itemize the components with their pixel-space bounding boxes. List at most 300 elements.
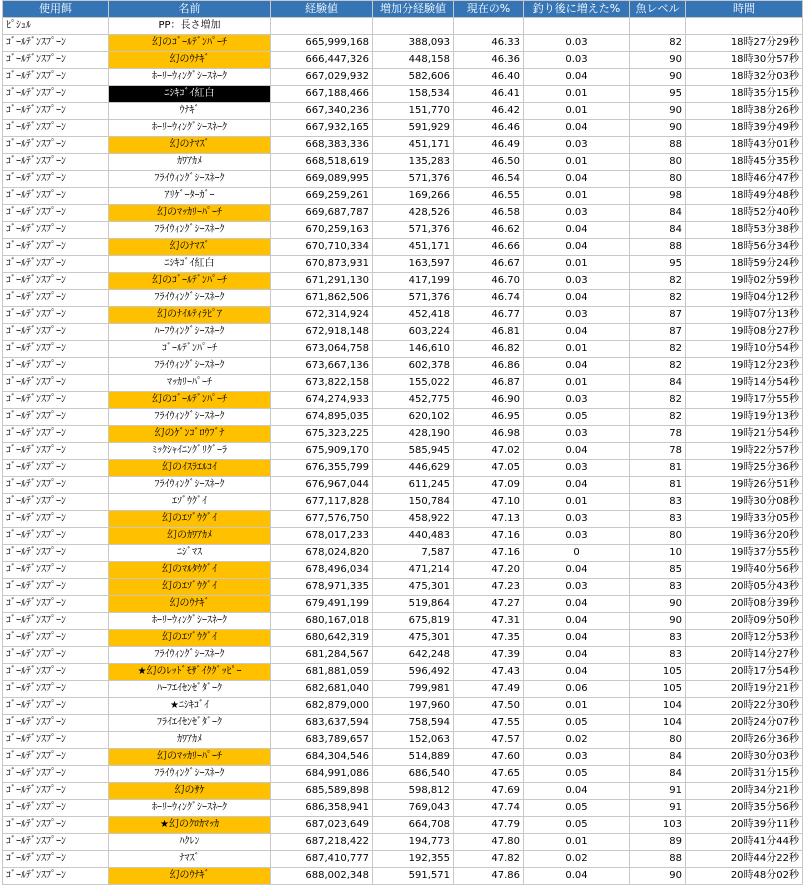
cell-current-pct: 47.50 bbox=[454, 698, 524, 715]
cell-inc-exp: 514,889 bbox=[373, 749, 454, 766]
cell-exp: 684,991,086 bbox=[271, 766, 373, 783]
cell-inc-exp: 428,526 bbox=[373, 205, 454, 222]
cell-name: ﾆｼｷｺﾞｲ紅白 bbox=[109, 256, 271, 273]
cell-name: ﾊｸﾚﾝ bbox=[109, 834, 271, 851]
cell-name: 幻のﾏｯｶﾘｰﾊﾟｰﾁ bbox=[109, 205, 271, 222]
cell-fish-level: 90 bbox=[630, 868, 686, 885]
table-row bbox=[3, 698, 803, 715]
cell-name: 幻のｳﾅｷﾞ bbox=[109, 52, 271, 69]
cell-bait: ﾋﾟｼｭﾙ bbox=[3, 18, 109, 35]
cell-exp: 673,822,158 bbox=[271, 375, 373, 392]
header-current-pct: 現在の% bbox=[454, 1, 524, 18]
cell-gain-pct: 0.04 bbox=[524, 613, 630, 630]
cell-time: 18時53分38秒 bbox=[686, 222, 803, 239]
table-body bbox=[3, 18, 803, 885]
fishing-log-table bbox=[2, 0, 803, 885]
cell-fish-level: 78 bbox=[630, 426, 686, 443]
table-row bbox=[3, 443, 803, 460]
cell-current-pct: 47.31 bbox=[454, 613, 524, 630]
cell-name: ﾎｰﾘｰｳｨﾝｸﾞｼｰｽﾈｰｸ bbox=[109, 800, 271, 817]
cell-bait: ｺﾞｰﾙﾃﾞﾝｽﾌﾟｰﾝ bbox=[3, 171, 109, 188]
table-row bbox=[3, 358, 803, 375]
cell-inc-exp: 451,171 bbox=[373, 239, 454, 256]
cell-inc-exp: 519,864 bbox=[373, 596, 454, 613]
cell-exp: 677,117,828 bbox=[271, 494, 373, 511]
cell-bait: ｺﾞｰﾙﾃﾞﾝｽﾌﾟｰﾝ bbox=[3, 375, 109, 392]
cell-time: 20時22分30秒 bbox=[686, 698, 803, 715]
table-row bbox=[3, 205, 803, 222]
cell-bait: ｺﾞｰﾙﾃﾞﾝｽﾌﾟｰﾝ bbox=[3, 273, 109, 290]
cell-bait: ｺﾞｰﾙﾃﾞﾝｽﾌﾟｰﾝ bbox=[3, 426, 109, 443]
cell-name: ﾎｰﾘｰｳｨﾝｸﾞｼｰｽﾈｰｸ bbox=[109, 69, 271, 86]
cell-current-pct: 46.98 bbox=[454, 426, 524, 443]
cell-bait: ｺﾞｰﾙﾃﾞﾝｽﾌﾟｰﾝ bbox=[3, 834, 109, 851]
cell-current-pct: 47.23 bbox=[454, 579, 524, 596]
cell-name: 幻のﾏｯｶﾘｰﾊﾟｰﾁ bbox=[109, 749, 271, 766]
cell-gain-pct: 0.04 bbox=[524, 324, 630, 341]
cell-bait: ｺﾞｰﾙﾃﾞﾝｽﾌﾟｰﾝ bbox=[3, 817, 109, 834]
cell-name: ﾐｯｸｼｬｲﾆﾝｸﾞﾘｸﾞｰﾗ bbox=[109, 443, 271, 460]
cell-inc-exp: 598,812 bbox=[373, 783, 454, 800]
cell-inc-exp: 446,629 bbox=[373, 460, 454, 477]
cell-gain-pct: 0.06 bbox=[524, 681, 630, 698]
cell-time: 20時09分50秒 bbox=[686, 613, 803, 630]
cell-time: 20時14分27秒 bbox=[686, 647, 803, 664]
cell-exp: 687,410,777 bbox=[271, 851, 373, 868]
cell-gain-pct: 0.04 bbox=[524, 222, 630, 239]
cell-gain-pct: 0.05 bbox=[524, 409, 630, 426]
cell-inc-exp: 591,929 bbox=[373, 120, 454, 137]
cell-fish-level: 82 bbox=[630, 35, 686, 52]
cell-bait: ｺﾞｰﾙﾃﾞﾝｽﾌﾟｰﾝ bbox=[3, 732, 109, 749]
cell-bait: ｺﾞｰﾙﾃﾞﾝｽﾌﾟｰﾝ bbox=[3, 409, 109, 426]
cell-time: 19時17分55秒 bbox=[686, 392, 803, 409]
table-row bbox=[3, 324, 803, 341]
table-row bbox=[3, 528, 803, 545]
cell-name: ﾎｰﾘｰｳｨﾝｸﾞｼｰｽﾈｰｸ bbox=[109, 613, 271, 630]
cell-exp: 668,518,619 bbox=[271, 154, 373, 171]
cell-time: 19時25分36秒 bbox=[686, 460, 803, 477]
table-row bbox=[3, 732, 803, 749]
cell-bait: ｺﾞｰﾙﾃﾞﾝｽﾌﾟｰﾝ bbox=[3, 222, 109, 239]
cell-gain-pct: 0.04 bbox=[524, 783, 630, 800]
cell-current-pct: 47.80 bbox=[454, 834, 524, 851]
cell-bait: ｺﾞｰﾙﾃﾞﾝｽﾌﾟｰﾝ bbox=[3, 205, 109, 222]
cell-inc-exp: 155,022 bbox=[373, 375, 454, 392]
cell-current-pct: 46.36 bbox=[454, 52, 524, 69]
cell-name: 幻のﾅﾏｽﾞ bbox=[109, 137, 271, 154]
table-row bbox=[3, 307, 803, 324]
table-row bbox=[3, 239, 803, 256]
cell-current-pct: 47.79 bbox=[454, 817, 524, 834]
table-row bbox=[3, 783, 803, 800]
header-name: 名前 bbox=[109, 1, 271, 18]
cell-fish-level: 80 bbox=[630, 171, 686, 188]
table-row bbox=[3, 834, 803, 851]
cell-fish-level: 78 bbox=[630, 443, 686, 460]
cell-bait: ｺﾞｰﾙﾃﾞﾝｽﾌﾟｰﾝ bbox=[3, 290, 109, 307]
table-row bbox=[3, 460, 803, 477]
cell-time: 19時04分12秒 bbox=[686, 290, 803, 307]
cell-time: 18時35分15秒 bbox=[686, 86, 803, 103]
cell-name: 幻のｳﾅｷﾞ bbox=[109, 868, 271, 885]
table-row bbox=[3, 630, 803, 647]
cell-time: 18時45分35秒 bbox=[686, 154, 803, 171]
header-inc-exp: 増加分経験値 bbox=[373, 1, 454, 18]
cell-gain-pct: 0.03 bbox=[524, 273, 630, 290]
cell-exp: 675,323,225 bbox=[271, 426, 373, 443]
cell-exp: 687,218,422 bbox=[271, 834, 373, 851]
cell-inc-exp: 591,571 bbox=[373, 868, 454, 885]
cell-inc-exp: 440,483 bbox=[373, 528, 454, 545]
cell-gain-pct: 0.04 bbox=[524, 647, 630, 664]
cell-bait: ｺﾞｰﾙﾃﾞﾝｽﾌﾟｰﾝ bbox=[3, 460, 109, 477]
cell-gain-pct: 0.03 bbox=[524, 426, 630, 443]
cell-inc-exp: 475,301 bbox=[373, 630, 454, 647]
cell-name: ｶﾜｱｶﾒ bbox=[109, 732, 271, 749]
cell-current-pct: 46.95 bbox=[454, 409, 524, 426]
cell-gain-pct: 0.03 bbox=[524, 528, 630, 545]
cell-bait: ｺﾞｰﾙﾃﾞﾝｽﾌﾟｰﾝ bbox=[3, 681, 109, 698]
cell-gain-pct: 0.04 bbox=[524, 358, 630, 375]
cell-inc-exp: 428,190 bbox=[373, 426, 454, 443]
cell-time: 20時35分56秒 bbox=[686, 800, 803, 817]
cell-fish-level: 83 bbox=[630, 579, 686, 596]
table-row bbox=[3, 800, 803, 817]
cell-inc-exp: 452,775 bbox=[373, 392, 454, 409]
cell-inc-exp: 571,376 bbox=[373, 290, 454, 307]
cell-bait: ｺﾞｰﾙﾃﾞﾝｽﾌﾟｰﾝ bbox=[3, 69, 109, 86]
table-header bbox=[3, 1, 803, 18]
cell-time: 20時05分43秒 bbox=[686, 579, 803, 596]
cell-gain-pct: 0.04 bbox=[524, 596, 630, 613]
cell-fish-level: 83 bbox=[630, 494, 686, 511]
cell-gain-pct: 0.05 bbox=[524, 766, 630, 783]
cell-time: 18時59分24秒 bbox=[686, 256, 803, 273]
cell-fish-level: 98 bbox=[630, 188, 686, 205]
cell-current-pct: 46.74 bbox=[454, 290, 524, 307]
table-row bbox=[3, 222, 803, 239]
header-gain-pct: 釣り後に増えた% bbox=[524, 1, 630, 18]
table-row bbox=[3, 188, 803, 205]
cell-bait: ｺﾞｰﾙﾃﾞﾝｽﾌﾟｰﾝ bbox=[3, 86, 109, 103]
cell-bait: ｺﾞｰﾙﾃﾞﾝｽﾌﾟｰﾝ bbox=[3, 766, 109, 783]
cell-gain-pct: 0.03 bbox=[524, 460, 630, 477]
table-row bbox=[3, 171, 803, 188]
cell-time: 18時30分57秒 bbox=[686, 52, 803, 69]
cell-exp: 665,999,168 bbox=[271, 35, 373, 52]
cell-name: ﾌﾗｲｳｨﾝｸﾞｼｰｽﾈｰｸ bbox=[109, 766, 271, 783]
cell-empty bbox=[454, 18, 524, 35]
cell-exp: 683,637,594 bbox=[271, 715, 373, 732]
cell-exp: 672,918,148 bbox=[271, 324, 373, 341]
cell-time: 18時32分03秒 bbox=[686, 69, 803, 86]
cell-time: 19時08分27秒 bbox=[686, 324, 803, 341]
cell-inc-exp: 571,376 bbox=[373, 171, 454, 188]
cell-name: 幻のｺﾞｰﾙﾃﾞﾝﾊﾟｰﾁ bbox=[109, 35, 271, 52]
cell-exp: 681,881,059 bbox=[271, 664, 373, 681]
cell-fish-level: 84 bbox=[630, 205, 686, 222]
cell-bait: ｺﾞｰﾙﾃﾞﾝｽﾌﾟｰﾝ bbox=[3, 715, 109, 732]
cell-exp: 687,023,649 bbox=[271, 817, 373, 834]
table-row bbox=[3, 273, 803, 290]
cell-current-pct: 46.33 bbox=[454, 35, 524, 52]
cell-time: 19時30分08秒 bbox=[686, 494, 803, 511]
cell-current-pct: 47.65 bbox=[454, 766, 524, 783]
cell-time: 20時24分07秒 bbox=[686, 715, 803, 732]
cell-exp: 667,188,466 bbox=[271, 86, 373, 103]
cell-inc-exp: 596,492 bbox=[373, 664, 454, 681]
cell-inc-exp: 585,945 bbox=[373, 443, 454, 460]
cell-gain-pct: 0.04 bbox=[524, 477, 630, 494]
cell-current-pct: 47.16 bbox=[454, 545, 524, 562]
table-row bbox=[3, 545, 803, 562]
cell-time: 20時17分54秒 bbox=[686, 664, 803, 681]
cell-bait: ｺﾞｰﾙﾃﾞﾝｽﾌﾟｰﾝ bbox=[3, 103, 109, 120]
cell-inc-exp: 611,245 bbox=[373, 477, 454, 494]
cell-current-pct: 47.35 bbox=[454, 630, 524, 647]
cell-name: ﾌﾗｲｴｲｾﾝｾﾞﾀﾞｰｸ bbox=[109, 715, 271, 732]
cell-inc-exp: 152,063 bbox=[373, 732, 454, 749]
cell-current-pct: 47.10 bbox=[454, 494, 524, 511]
cell-current-pct: 47.86 bbox=[454, 868, 524, 885]
cell-time: 19時07分13秒 bbox=[686, 307, 803, 324]
table-row bbox=[3, 290, 803, 307]
cell-name: 幻のｻｹ bbox=[109, 783, 271, 800]
table-row bbox=[3, 69, 803, 86]
cell-name: ★ﾆｼｷｺﾞｲ bbox=[109, 698, 271, 715]
cell-fish-level: 83 bbox=[630, 630, 686, 647]
cell-exp: 669,687,787 bbox=[271, 205, 373, 222]
cell-exp: 679,491,199 bbox=[271, 596, 373, 613]
cell-name: ｱﾘｹﾞｰﾀｰｶﾞｰ bbox=[109, 188, 271, 205]
cell-exp: 671,862,506 bbox=[271, 290, 373, 307]
cell-current-pct: 46.54 bbox=[454, 171, 524, 188]
cell-fish-level: 82 bbox=[630, 273, 686, 290]
cell-current-pct: 46.40 bbox=[454, 69, 524, 86]
cell-current-pct: 46.49 bbox=[454, 137, 524, 154]
cell-empty bbox=[630, 18, 686, 35]
cell-bait: ｺﾞｰﾙﾃﾞﾝｽﾌﾟｰﾝ bbox=[3, 358, 109, 375]
cell-inc-exp: 150,784 bbox=[373, 494, 454, 511]
cell-fish-level: 87 bbox=[630, 324, 686, 341]
cell-fish-level: 104 bbox=[630, 698, 686, 715]
table-row bbox=[3, 715, 803, 732]
cell-inc-exp: 675,819 bbox=[373, 613, 454, 630]
cell-inc-exp: 452,418 bbox=[373, 307, 454, 324]
cell-fish-level: 95 bbox=[630, 256, 686, 273]
cell-bait: ｺﾞｰﾙﾃﾞﾝｽﾌﾟｰﾝ bbox=[3, 52, 109, 69]
cell-inc-exp: 417,199 bbox=[373, 273, 454, 290]
cell-name: ﾌﾗｲｳｨﾝｸﾞｼｰｽﾈｰｸ bbox=[109, 647, 271, 664]
cell-current-pct: 47.57 bbox=[454, 732, 524, 749]
header-fish-level: 魚レベル bbox=[630, 1, 686, 18]
cell-fish-level: 103 bbox=[630, 817, 686, 834]
cell-bait: ｺﾞｰﾙﾃﾞﾝｽﾌﾟｰﾝ bbox=[3, 188, 109, 205]
cell-inc-exp: 7,587 bbox=[373, 545, 454, 562]
cell-bait: ｺﾞｰﾙﾃﾞﾝｽﾌﾟｰﾝ bbox=[3, 664, 109, 681]
cell-name: ｶﾜｱｶﾒ bbox=[109, 154, 271, 171]
cell-name: 幻のｴｿﾞｳｸﾞｲ bbox=[109, 630, 271, 647]
cell-inc-exp: 758,594 bbox=[373, 715, 454, 732]
cell-name: ﾌﾗｲｳｨﾝｸﾞｼｰｽﾈｰｸ bbox=[109, 358, 271, 375]
cell-bait: ｺﾞｰﾙﾃﾞﾝｽﾌﾟｰﾝ bbox=[3, 749, 109, 766]
cell-inc-exp: 582,606 bbox=[373, 69, 454, 86]
cell-current-pct: 47.39 bbox=[454, 647, 524, 664]
header-time: 時間 bbox=[686, 1, 803, 18]
cell-bait: ｺﾞｰﾙﾃﾞﾝｽﾌﾟｰﾝ bbox=[3, 545, 109, 562]
table-row bbox=[3, 137, 803, 154]
cell-gain-pct: 0.01 bbox=[524, 256, 630, 273]
cell-time: 18時27分29秒 bbox=[686, 35, 803, 52]
cell-bait: ｺﾞｰﾙﾃﾞﾝｽﾌﾟｰﾝ bbox=[3, 800, 109, 817]
cell-gain-pct: 0.04 bbox=[524, 290, 630, 307]
cell-bait: ｺﾞｰﾙﾃﾞﾝｽﾌﾟｰﾝ bbox=[3, 630, 109, 647]
cell-current-pct: 46.90 bbox=[454, 392, 524, 409]
cell-inc-exp: 799,981 bbox=[373, 681, 454, 698]
cell-time: 18時38分26秒 bbox=[686, 103, 803, 120]
cell-bait: ｺﾞｰﾙﾃﾞﾝｽﾌﾟｰﾝ bbox=[3, 647, 109, 664]
cell-gain-pct: 0 bbox=[524, 545, 630, 562]
cell-exp: 683,789,657 bbox=[271, 732, 373, 749]
cell-inc-exp: 458,922 bbox=[373, 511, 454, 528]
cell-current-pct: 47.49 bbox=[454, 681, 524, 698]
cell-name: ﾆｼｷｺﾞｲ紅白 bbox=[109, 86, 271, 103]
cell-gain-pct: 0.03 bbox=[524, 137, 630, 154]
cell-fish-level: 84 bbox=[630, 766, 686, 783]
cell-gain-pct: 0.04 bbox=[524, 239, 630, 256]
cell-gain-pct: 0.01 bbox=[524, 341, 630, 358]
cell-gain-pct: 0.01 bbox=[524, 375, 630, 392]
cell-exp: 670,259,163 bbox=[271, 222, 373, 239]
cell-bait: ｺﾞｰﾙﾃﾞﾝｽﾌﾟｰﾝ bbox=[3, 324, 109, 341]
cell-fish-level: 84 bbox=[630, 222, 686, 239]
cell-name: ﾊｰﾌｴｲｾﾝｾﾞﾀﾞｰｸ bbox=[109, 681, 271, 698]
cell-fish-level: 90 bbox=[630, 613, 686, 630]
cell-current-pct: 47.27 bbox=[454, 596, 524, 613]
cell-time: 19時10分54秒 bbox=[686, 341, 803, 358]
cell-gain-pct: 0.04 bbox=[524, 562, 630, 579]
cell-inc-exp: 769,043 bbox=[373, 800, 454, 817]
cell-exp: 675,909,170 bbox=[271, 443, 373, 460]
cell-fish-level: 88 bbox=[630, 239, 686, 256]
cell-time: 19時14分54秒 bbox=[686, 375, 803, 392]
table-row bbox=[3, 341, 803, 358]
cell-gain-pct: 0.03 bbox=[524, 511, 630, 528]
cell-fish-level: 82 bbox=[630, 409, 686, 426]
cell-time: 19時26分51秒 bbox=[686, 477, 803, 494]
cell-empty bbox=[686, 18, 803, 35]
cell-name: 幻のｺﾞｰﾙﾃﾞﾝﾊﾟｰﾁ bbox=[109, 273, 271, 290]
cell-current-pct: 47.74 bbox=[454, 800, 524, 817]
cell-exp: 667,932,165 bbox=[271, 120, 373, 137]
cell-current-pct: 46.41 bbox=[454, 86, 524, 103]
table-row bbox=[3, 409, 803, 426]
cell-bait: ｺﾞｰﾙﾃﾞﾝｽﾌﾟｰﾝ bbox=[3, 477, 109, 494]
cell-time: 18時52分40秒 bbox=[686, 205, 803, 222]
cell-exp: 678,017,233 bbox=[271, 528, 373, 545]
table-row bbox=[3, 681, 803, 698]
cell-current-pct: 46.58 bbox=[454, 205, 524, 222]
cell-exp: 674,895,035 bbox=[271, 409, 373, 426]
table-row bbox=[3, 868, 803, 885]
cell-gain-pct: 0.01 bbox=[524, 103, 630, 120]
cell-inc-exp: 471,214 bbox=[373, 562, 454, 579]
cell-exp: 668,383,336 bbox=[271, 137, 373, 154]
cell-current-pct: 47.43 bbox=[454, 664, 524, 681]
table-row bbox=[3, 749, 803, 766]
cell-inc-exp: 664,708 bbox=[373, 817, 454, 834]
cell-time: 20時30分03秒 bbox=[686, 749, 803, 766]
table-row bbox=[3, 392, 803, 409]
cell-bait: ｺﾞｰﾙﾃﾞﾝｽﾌﾟｰﾝ bbox=[3, 256, 109, 273]
cell-name: 幻のｺﾞｰﾙﾃﾞﾝﾊﾟｰﾁ bbox=[109, 392, 271, 409]
cell-fish-level: 83 bbox=[630, 511, 686, 528]
cell-exp: 678,024,820 bbox=[271, 545, 373, 562]
cell-inc-exp: 388,093 bbox=[373, 35, 454, 52]
cell-exp: 674,274,933 bbox=[271, 392, 373, 409]
cell-name: ★幻のｸﾛｶﾏｯｶ bbox=[109, 817, 271, 834]
cell-gain-pct: 0.03 bbox=[524, 35, 630, 52]
cell-exp: 685,589,898 bbox=[271, 783, 373, 800]
cell-bait: ｺﾞｰﾙﾃﾞﾝｽﾌﾟｰﾝ bbox=[3, 120, 109, 137]
cell-gain-pct: 0.04 bbox=[524, 868, 630, 885]
cell-time: 19時21分54秒 bbox=[686, 426, 803, 443]
cell-gain-pct: 0.04 bbox=[524, 69, 630, 86]
cell-exp: 676,355,799 bbox=[271, 460, 373, 477]
cell-gain-pct: 0.03 bbox=[524, 307, 630, 324]
cell-fish-level: 90 bbox=[630, 120, 686, 137]
cell-name: 幻のｹﾞﾝｺﾞﾛｳﾌﾞﾅ bbox=[109, 426, 271, 443]
table-row bbox=[3, 477, 803, 494]
cell-fish-level: 90 bbox=[630, 52, 686, 69]
cell-name: ｳﾅｷﾞ bbox=[109, 103, 271, 120]
cell-gain-pct: 0.03 bbox=[524, 205, 630, 222]
cell-name: 幻のﾏﾙﾀｳｸﾞｲ bbox=[109, 562, 271, 579]
cell-fish-level: 80 bbox=[630, 528, 686, 545]
cell-time: 18時39分49秒 bbox=[686, 120, 803, 137]
cell-name: ﾊｰﾌｳｨﾝｸﾞｼｰｽﾈｰｸ bbox=[109, 324, 271, 341]
cell-fish-level: 80 bbox=[630, 154, 686, 171]
cell-bait: ｺﾞｰﾙﾃﾞﾝｽﾌﾟｰﾝ bbox=[3, 494, 109, 511]
cell-fish-level: 10 bbox=[630, 545, 686, 562]
cell-current-pct: 46.46 bbox=[454, 120, 524, 137]
cell-current-pct: 46.70 bbox=[454, 273, 524, 290]
cell-inc-exp: 686,540 bbox=[373, 766, 454, 783]
cell-exp: 680,642,319 bbox=[271, 630, 373, 647]
cell-bait: ｺﾞｰﾙﾃﾞﾝｽﾌﾟｰﾝ bbox=[3, 579, 109, 596]
cell-gain-pct: 0.01 bbox=[524, 188, 630, 205]
cell-fish-level: 88 bbox=[630, 137, 686, 154]
cell-bait: ｺﾞｰﾙﾃﾞﾝｽﾌﾟｰﾝ bbox=[3, 35, 109, 52]
cell-exp: 677,576,750 bbox=[271, 511, 373, 528]
first-row bbox=[3, 18, 803, 35]
cell-time: 20時48分02秒 bbox=[686, 868, 803, 885]
cell-gain-pct: 0.04 bbox=[524, 171, 630, 188]
cell-bait: ｺﾞｰﾙﾃﾞﾝｽﾌﾟｰﾝ bbox=[3, 392, 109, 409]
cell-gain-pct: 0.03 bbox=[524, 52, 630, 69]
cell-current-pct: 47.02 bbox=[454, 443, 524, 460]
cell-name: 幻のﾅｲﾙﾃｨﾗﾋﾟｱ bbox=[109, 307, 271, 324]
cell-name: ｴｿﾞｳｸﾞｲ bbox=[109, 494, 271, 511]
cell-fish-level: 105 bbox=[630, 681, 686, 698]
cell-name: 幻のｲｽﾗｴﾙｺｲ bbox=[109, 460, 271, 477]
cell-gain-pct: 0.01 bbox=[524, 154, 630, 171]
cell-gain-pct: 0.05 bbox=[524, 817, 630, 834]
cell-current-pct: 46.62 bbox=[454, 222, 524, 239]
cell-fish-level: 84 bbox=[630, 375, 686, 392]
cell-empty bbox=[373, 18, 454, 35]
